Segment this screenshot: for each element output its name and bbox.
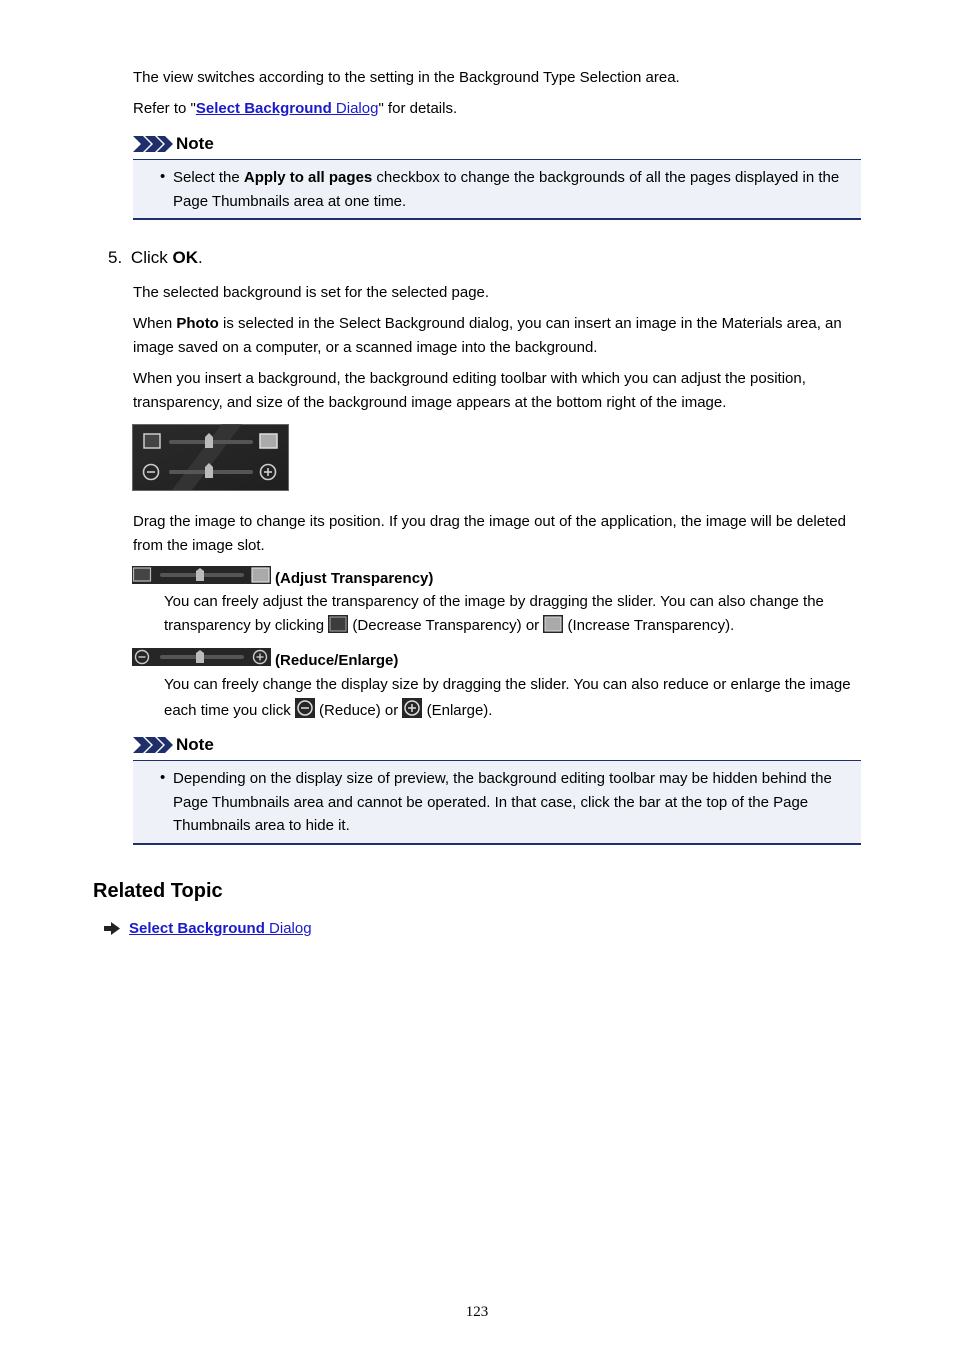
related-link-bold: Select Background bbox=[129, 920, 265, 937]
adjust-transparency-row bbox=[132, 566, 532, 586]
link-bold-part: Select Background bbox=[195, 100, 332, 117]
note-1-bullet: • bbox=[160, 168, 166, 185]
intro-line-1: The view switches according to the setting in the Background Type Selection area. bbox=[133, 69, 680, 86]
related-select-background-link[interactable] bbox=[129, 918, 312, 940]
intro-line-2-pre: Refer to " bbox=[133, 100, 196, 117]
step-5-text-post: . bbox=[197, 248, 203, 267]
adjust-transparency-label: (Adjust Transparency) bbox=[275, 570, 434, 587]
reduce-enlarge-label: (Reduce/Enlarge) bbox=[275, 652, 399, 669]
body-p2-bold: Photo bbox=[176, 315, 219, 332]
resize-desc-mid: (Reduce) or bbox=[314, 702, 403, 719]
note-1-text bbox=[173, 166, 853, 213]
note-2-header bbox=[133, 735, 333, 755]
enlarge-icon bbox=[402, 698, 422, 718]
body-p2 bbox=[133, 312, 858, 360]
note-chevron-icon bbox=[133, 136, 173, 152]
step-5-ok: OK bbox=[172, 248, 198, 267]
note-1-title: Note bbox=[176, 134, 214, 153]
resize-desc-post: (Enlarge). bbox=[422, 702, 493, 719]
decrease-transparency-icon bbox=[144, 434, 160, 448]
adjust-transparency-desc bbox=[164, 590, 864, 638]
note-1-header bbox=[133, 134, 333, 154]
link-rest-part: Dialog bbox=[331, 100, 379, 117]
page-number: 123 bbox=[465, 1304, 489, 1320]
body-p2-pre: When bbox=[133, 315, 177, 332]
step-5-text bbox=[131, 248, 203, 267]
background-editing-toolbar bbox=[132, 424, 289, 491]
reduce-icon bbox=[295, 698, 315, 718]
transparency-desc-pre: You can freely adjust the transparency of the image by dragging the slider. You can also change the transparency by clicking bbox=[164, 593, 824, 634]
resize-desc-pre: You can freely change the display size by dragging the slider. You can also reduce or enlarge the image each time you click bbox=[164, 676, 851, 719]
body-p4: Drag the image to change its position. If you drag the image out of the application, the image will be deleted from the image slot. bbox=[133, 513, 846, 554]
adjust-transparency-slider-icon bbox=[132, 566, 271, 584]
step-5-number: 5. bbox=[108, 248, 123, 267]
note-chevron-icon bbox=[133, 737, 173, 753]
decrease-transparency-icon bbox=[328, 615, 348, 633]
related-topic-heading: Related Topic bbox=[93, 880, 223, 902]
reduce-enlarge-row bbox=[132, 648, 532, 668]
reduce-enlarge-desc bbox=[164, 672, 864, 724]
body-p3: When you insert a background, the background editing toolbar with which you can adjust the position, transparency, and size of the background image appears at the bottom right of the image. bbox=[133, 370, 806, 411]
intro-line-2-post: " for details. bbox=[378, 100, 458, 117]
related-link-rest: Dialog bbox=[264, 920, 312, 937]
note-2-title: Note bbox=[176, 735, 214, 754]
transparency-desc-mid: (Decrease Transparency) or bbox=[348, 617, 544, 634]
related-topic-item bbox=[104, 918, 404, 940]
arrow-right-icon bbox=[104, 922, 120, 935]
step-5-text-pre: Click bbox=[130, 248, 173, 267]
note-1-text-bold: Apply to all pages bbox=[243, 169, 373, 186]
step-5 bbox=[108, 248, 203, 268]
transparency-desc-post: (Increase Transparency). bbox=[563, 617, 735, 634]
note-1-text-post: checkbox to change the backgrounds of all the pages displayed in the Page Thumbnails area at one time. bbox=[173, 169, 840, 210]
select-background-dialog-link[interactable] bbox=[196, 100, 379, 117]
note-2-bullet: • bbox=[160, 769, 166, 786]
body-p2-post: is selected in the Select Background dialog, you can insert an image in the Materials area, an image saved on a computer, or a scanned image into the background. bbox=[133, 315, 842, 356]
note-2-text: Depending on the display size of preview, the background editing toolbar may be hidden behind the Page Thumbnails area and cannot be operated. In that case, click the bar at the top of the Page Thumbnails area to hide it. bbox=[173, 770, 832, 834]
body-p1: The selected background is set for the selected page. bbox=[133, 284, 490, 301]
increase-transparency-icon bbox=[260, 434, 277, 448]
increase-transparency-icon bbox=[543, 615, 563, 633]
reduce-enlarge-slider-icon bbox=[132, 648, 271, 666]
note-1-text-pre: Select the bbox=[173, 169, 244, 186]
note-1-box bbox=[133, 159, 861, 220]
note-2-box bbox=[133, 760, 861, 845]
intro-line-2 bbox=[133, 97, 858, 121]
